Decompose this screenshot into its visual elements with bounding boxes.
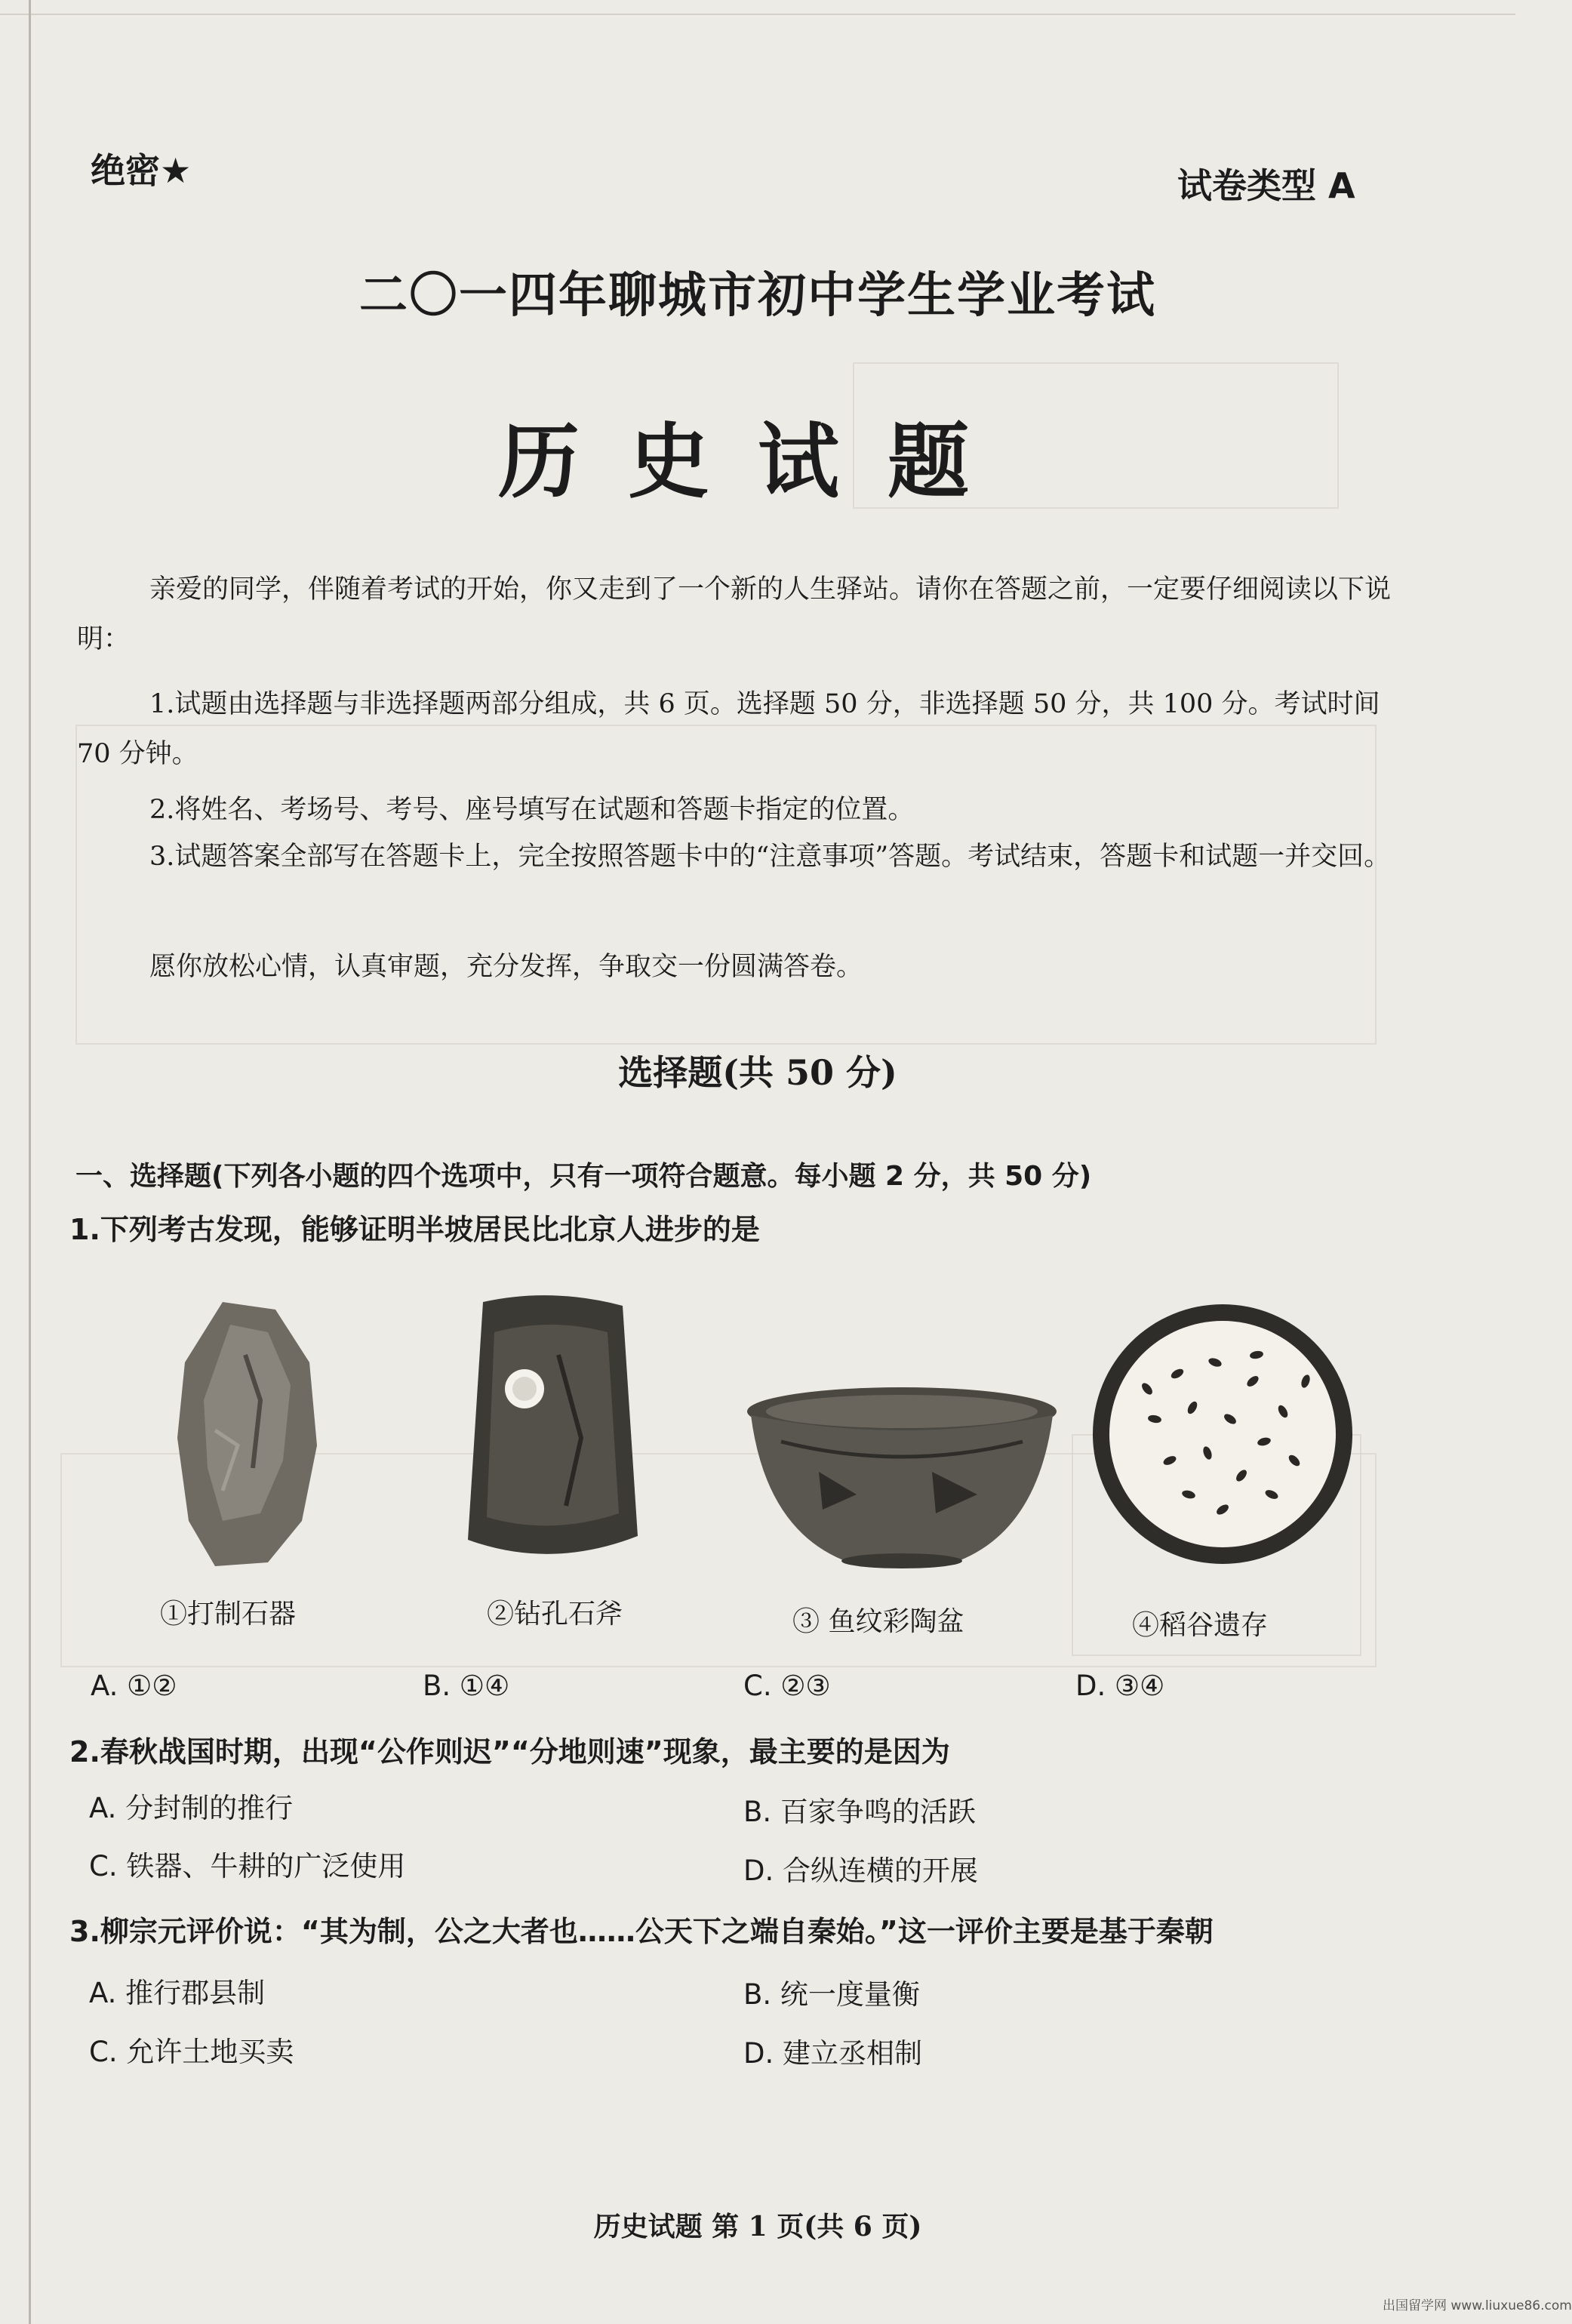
perforated-stone-axe-image xyxy=(453,1287,649,1574)
exam-title: 二〇一四年聊城市初中学生学业考试 xyxy=(359,268,1156,324)
instructions-item-1: 1.试题由选择题与非选择题两部分组成，共 6 页。选择题 50 分，非选择题 50 分，共 100 分。考试时间 70 分钟。 xyxy=(77,689,1380,769)
question-1-option-c: C. ②③ xyxy=(743,1670,831,1702)
question-1-option-a: A. ①② xyxy=(91,1670,177,1702)
instructions-item-2: 2.将姓名、考场号、考号、座号填写在试题和答题卡指定的位置。 xyxy=(149,795,915,825)
paper-type-label: 试卷类型 A xyxy=(1177,165,1355,206)
rice-remains-image xyxy=(1087,1298,1358,1570)
instructions-intro: 亲爱的同学，伴随着考试的开始，你又走到了一个新的人生驿站。请你在答题之前，一定要仔细阅读以下说明： xyxy=(77,574,1392,654)
figure-caption-3: ③ 鱼纹彩陶盆 xyxy=(792,1606,964,1637)
question-2-option-d: D. 合纵连横的开展 xyxy=(743,1855,979,1887)
question-3-option-a: A. 推行郡县制 xyxy=(89,1977,266,2009)
figure-caption-4: ④稻谷遗存 xyxy=(1132,1610,1269,1641)
confidential-label: 绝密★ xyxy=(91,150,192,191)
question-1-stem: 1.下列考古发现，能够证明半坡居民比北京人进步的是 xyxy=(69,1213,760,1246)
figure-caption-2: ②钻孔石斧 xyxy=(487,1599,623,1630)
page-footer: 历史试题 第 1 页(共 6 页) xyxy=(593,2211,922,2242)
figure-caption-1: ①打制石器 xyxy=(160,1599,297,1630)
question-1-option-d: D. ③④ xyxy=(1075,1670,1165,1702)
question-2-option-c: C. 铁器、牛耕的广泛使用 xyxy=(89,1850,406,1882)
scan-edge-top xyxy=(0,14,1515,15)
watermark: 出国留学网 www.liuxue86.com xyxy=(1383,2298,1572,2313)
question-2-option-b: B. 百家争鸣的活跃 xyxy=(743,1796,976,1828)
instructions-item-3: 3.试题答案全部写在答题卡上，完全按照答题卡中的“注意事项”答题。考试结束，答题卡和试题一并交回。 xyxy=(149,842,1391,872)
question-2-stem: 2.春秋战国时期，出现“公作则迟”“分地则速”现象，最主要的是因为 xyxy=(69,1735,950,1768)
question-2-option-a: A. 分封制的推行 xyxy=(89,1792,294,1824)
question-1-option-b: B. ①④ xyxy=(423,1670,510,1702)
part-heading: 一、选择题(下列各小题的四个选项中，只有一项符合题意。每小题 2 分，共 50 分) xyxy=(75,1161,1092,1192)
question-3-option-d: D. 建立丞相制 xyxy=(743,2037,923,2070)
fish-pattern-pottery-basin-image xyxy=(736,1381,1068,1578)
question-3-stem: 3.柳宗元评价说：“其为制，公之大者也……公天下之端自秦始。”这一评价主要是基于秦朝 xyxy=(69,1915,1214,1948)
scan-edge-left xyxy=(29,0,31,2324)
chipped-stone-tool-image xyxy=(170,1294,321,1574)
instructions-wish: 愿你放松心情，认真审题，充分发挥，争取交一份圆满答卷。 xyxy=(149,952,863,982)
section-title: 选择题(共 50 分) xyxy=(618,1052,897,1093)
question-3-option-b: B. 统一度量衡 xyxy=(743,1978,920,2011)
question-3-option-c: C. 允许土地买卖 xyxy=(89,2036,294,2068)
subject-title: 历史试题 xyxy=(497,415,1017,509)
